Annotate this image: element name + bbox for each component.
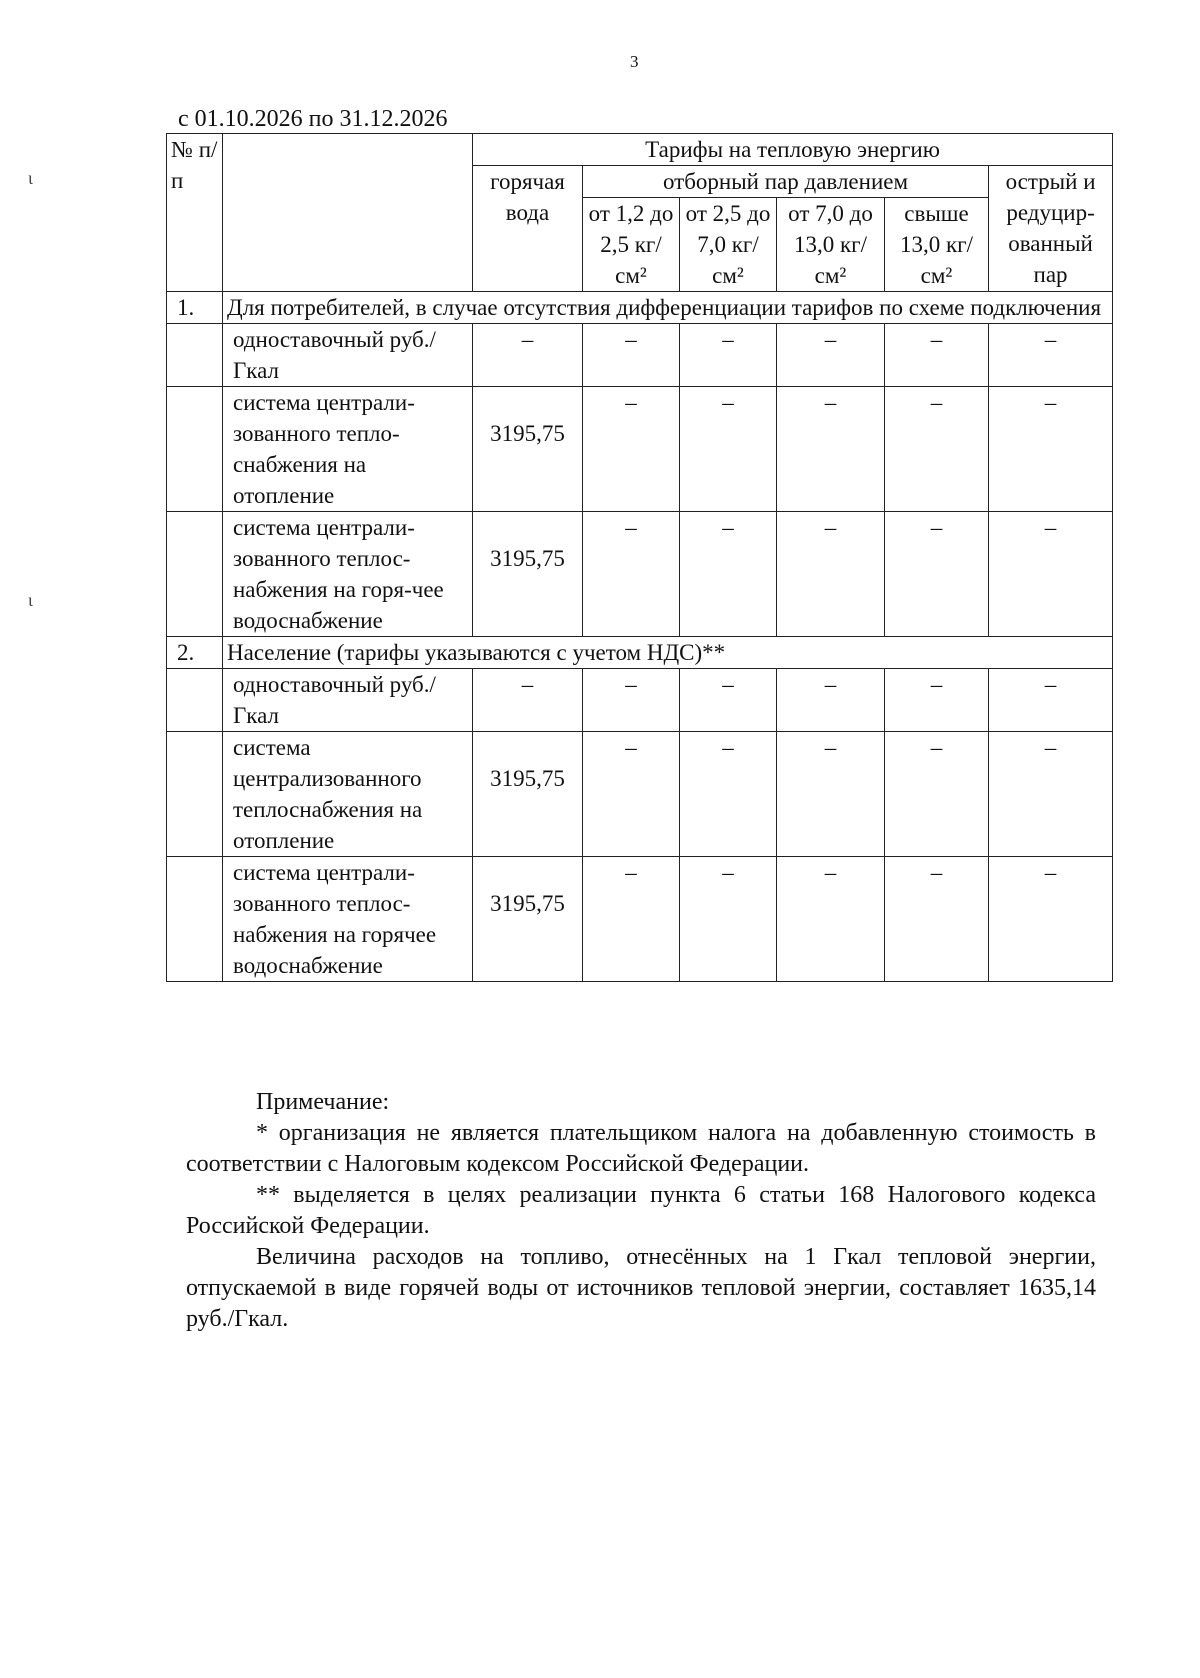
row-label: система централи-зованного теплос-набжения на горячее водоснабжение <box>223 857 473 982</box>
row-num-blank <box>167 387 223 512</box>
row-num-blank <box>167 324 223 387</box>
dash-cell: – <box>583 857 680 982</box>
dash-cell: – <box>583 512 680 637</box>
scan-mark: ι <box>28 168 33 188</box>
header-hot-water: горячая вода <box>473 166 583 292</box>
dash-cell: – <box>680 732 777 857</box>
header-tariffs: Тарифы на тепловую энергию <box>473 134 1113 166</box>
hot-water-value: 3195,75 <box>473 512 583 637</box>
dash-cell: – <box>777 387 885 512</box>
dash-cell: – <box>777 732 885 857</box>
dash-cell: – <box>583 324 680 387</box>
tariff-table <box>166 133 1113 982</box>
header-num: № п/п <box>167 134 223 292</box>
row-num-blank <box>167 857 223 982</box>
hot-water-value: 3195,75 <box>473 387 583 512</box>
notes-block <box>186 1087 1096 1335</box>
header-pressure-4: свыше 13,0 кг/см² <box>885 198 989 292</box>
note-1: * организация не является плательщиком налога на добавленную стоимость в соответствии с Налоговым кодексом Российской Федерации. <box>186 1120 1096 1177</box>
section-num: 2. <box>167 637 223 669</box>
scan-mark: ι <box>28 590 33 610</box>
dash-cell: – <box>885 324 989 387</box>
hot-water-value: – <box>473 669 583 732</box>
row-label: одноставочный руб./Гкал <box>223 669 473 732</box>
dash-cell: – <box>777 669 885 732</box>
section-title: Для потребителей, в случае отсутствия дифференциации тарифов по схеме подключения <box>223 292 1113 324</box>
section-title: Население (тарифы указываются с учетом НДС)** <box>223 637 1113 669</box>
dash-cell: – <box>885 669 989 732</box>
header-sharp-steam: острый и редуцир-ованный пар <box>989 166 1113 292</box>
dash-cell: – <box>583 669 680 732</box>
dash-cell: – <box>680 387 777 512</box>
header-pressure-1: от 1,2 до 2,5 кг/см² <box>583 198 680 292</box>
header-pressure-2: от 2,5 до 7,0 кг/см² <box>680 198 777 292</box>
dash-cell: – <box>680 857 777 982</box>
dash-cell: – <box>989 669 1113 732</box>
dash-cell: – <box>777 857 885 982</box>
dash-cell: – <box>989 387 1113 512</box>
header-blank <box>223 134 473 292</box>
page-number: 3 <box>630 52 639 71</box>
dash-cell: – <box>680 324 777 387</box>
dash-cell: – <box>680 512 777 637</box>
hot-water-value: 3195,75 <box>473 732 583 857</box>
row-label: система централизованного теплоснабжения на отопление <box>223 732 473 857</box>
dash-cell: – <box>583 732 680 857</box>
dash-cell: – <box>989 732 1113 857</box>
dash-cell: – <box>885 512 989 637</box>
note-2: ** выделяется в целях реализации пункта 6 статьи 168 Налогового кодекса Российской Федерации. <box>186 1182 1096 1239</box>
row-label: система централи-зованного тепло-снабжения на отопление <box>223 387 473 512</box>
dash-cell: – <box>885 857 989 982</box>
header-steam: отборный пар давлением <box>583 166 989 198</box>
hot-water-value: – <box>473 324 583 387</box>
row-label: система централи-зованного теплос-набжения на горя-чее водоснабжение <box>223 512 473 637</box>
row-num-blank <box>167 732 223 857</box>
period-caption: с 01.10.2026 по 31.12.2026 <box>178 106 448 132</box>
header-pressure-3: от 7,0 до 13,0 кг/см² <box>777 198 885 292</box>
dash-cell: – <box>777 512 885 637</box>
row-num-blank <box>167 512 223 637</box>
dash-cell: – <box>885 732 989 857</box>
dash-cell: – <box>989 512 1113 637</box>
row-num-blank <box>167 669 223 732</box>
row-label: одноставочный руб./Гкал <box>223 324 473 387</box>
dash-cell: – <box>989 324 1113 387</box>
section-num: 1. <box>167 292 223 324</box>
dash-cell: – <box>989 857 1113 982</box>
dash-cell: – <box>680 669 777 732</box>
hot-water-value: 3195,75 <box>473 857 583 982</box>
dash-cell: – <box>777 324 885 387</box>
notes-heading: Примечание: <box>256 1089 390 1115</box>
note-3: Величина расходов на топливо, отнесённых на 1 Гкал тепловой энергии, отпускаемой в виде горячей воды от источников тепловой энергии, составляет 1635,14 руб./Гкал. <box>186 1244 1096 1332</box>
dash-cell: – <box>583 387 680 512</box>
dash-cell: – <box>885 387 989 512</box>
